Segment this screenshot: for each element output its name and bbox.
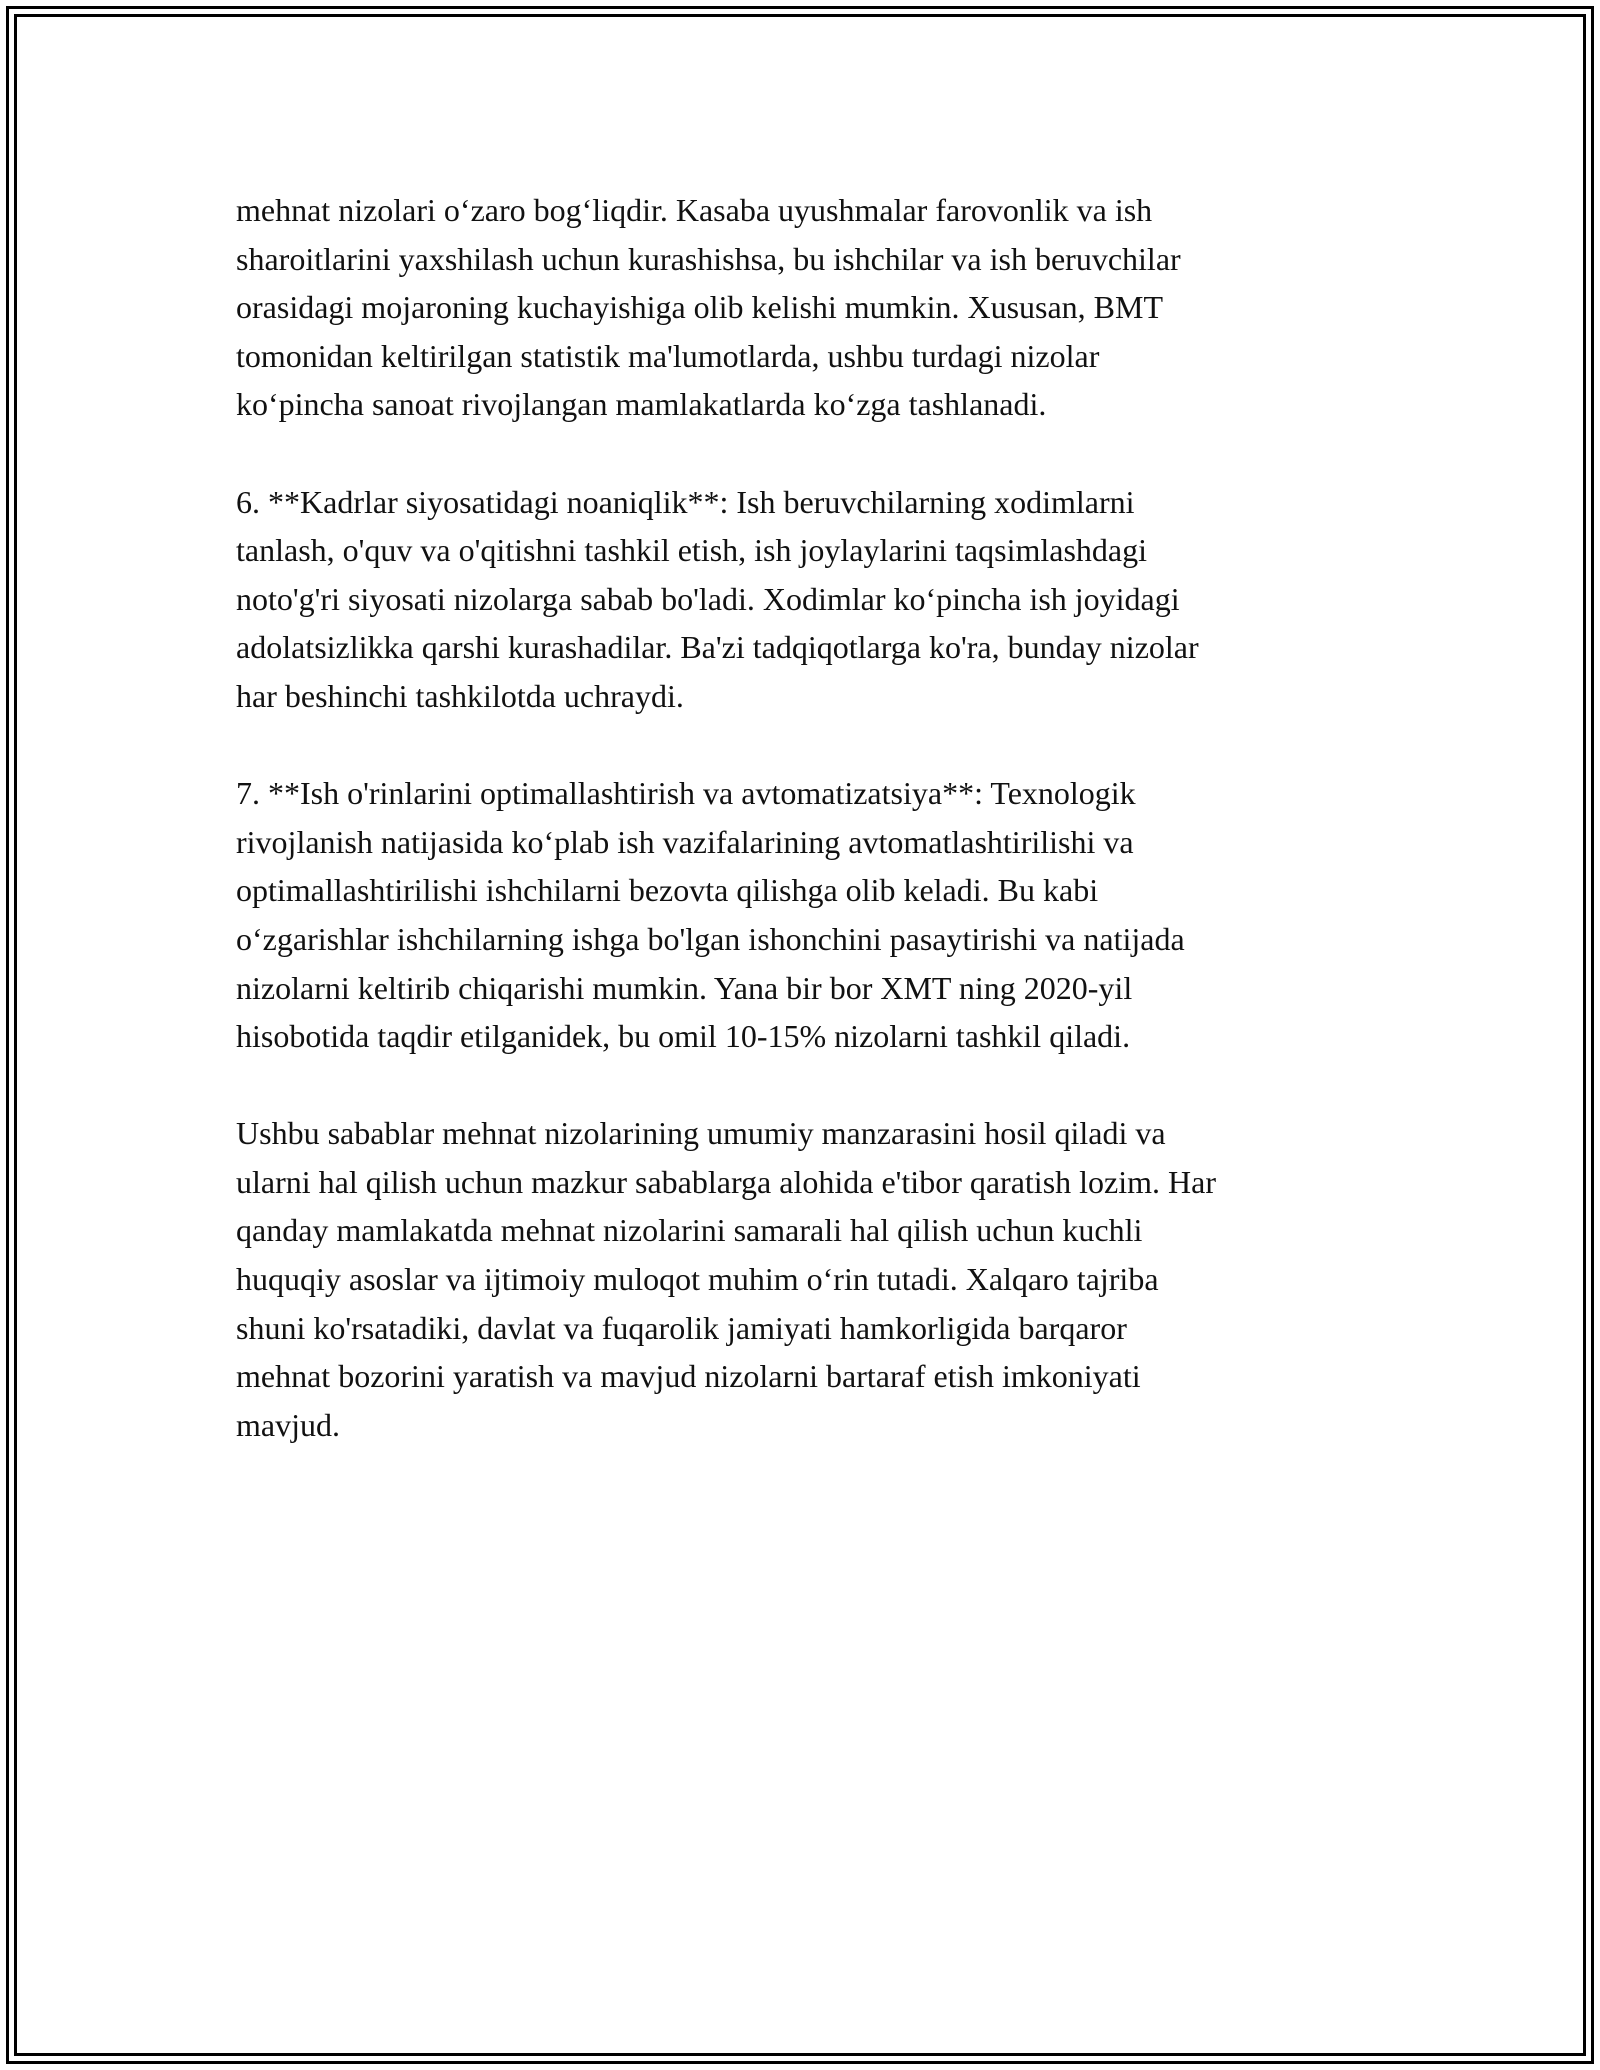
paragraph-labor-unions: mehnat nizolari o‘zaro bog‘liqdir. Kasaba uyushmalar farovonlik va ish sharoitlarini yaxshilash uchun kurashishsa, bu ishchilar va ish beruvchilar orasidagi mojaroning kuchayishiga olib kelishi mumkin. Xususan, BMT tomonidan keltirilgan statistik ma'lumotlarda, ushbu turdagi nizolar ko‘pincha sanoat rivojlangan mamlakatlarda ko‘zga tashlanadi. [236,192,1181,423]
document-body [236,186,1366,1498]
paragraph-automation: 7. **Ish o'rinlarini optimallashtirish va avtomatizatsiya**: Texnologik rivojlanish natijasida ko‘plab ish vazifalarining avtomatlashtirilishi va optimallashtirilishi ishchilarni bezovta qilishga olib keladi. Bu kabi o‘zgarishlar ishchilarning ishga bo'lgan ishonchini pasaytirishi va natijada nizolarni keltirib chiqarishi mumkin. Yana bir bor XMT ning 2020-yil hisobotida taqdir etilganidek, bu omil 10-15% nizolarni tashkil qiladi. [236,775,1185,1055]
paragraph-conclusion: Ushbu sabablar mehnat nizolarining umumiy manzarasini hosil qiladi va ularni hal qilish uchun mazkur sabablarga alohida e'tibor qaratish lozim. Har qanday mamlakatda mehnat nizolarini samarali hal qilish uchun kuchli huquqiy asoslar va ijtimoiy muloqot muhim o‘rin tutadi. Xalqaro tajriba shuni ko'rsatadiki, davlat va fuqarolik jamiyati hamkorligida barqaror mehnat bozorini yaratish va mavjud nizolarni bartaraf etish imkoniyati mavjud. [236,1115,1216,1443]
paragraph-personnel-policy: 6. **Kadrlar siyosatidagi noaniqlik**: Ish beruvchilarning xodimlarni tanlash, o'quv va o'qitishni tashkil etish, ish joylaylarini taqsimlashdagi noto'g'ri siyosati nizolarga sabab bo'ladi. Xodimlar ko‘pincha ish joyidagi adolatsizlikka qarshi kurashadilar. Ba'zi tadqiqotlarga ko'ra, bunday nizolar har beshinchi tashkilotda uchraydi. [236,483,1199,714]
